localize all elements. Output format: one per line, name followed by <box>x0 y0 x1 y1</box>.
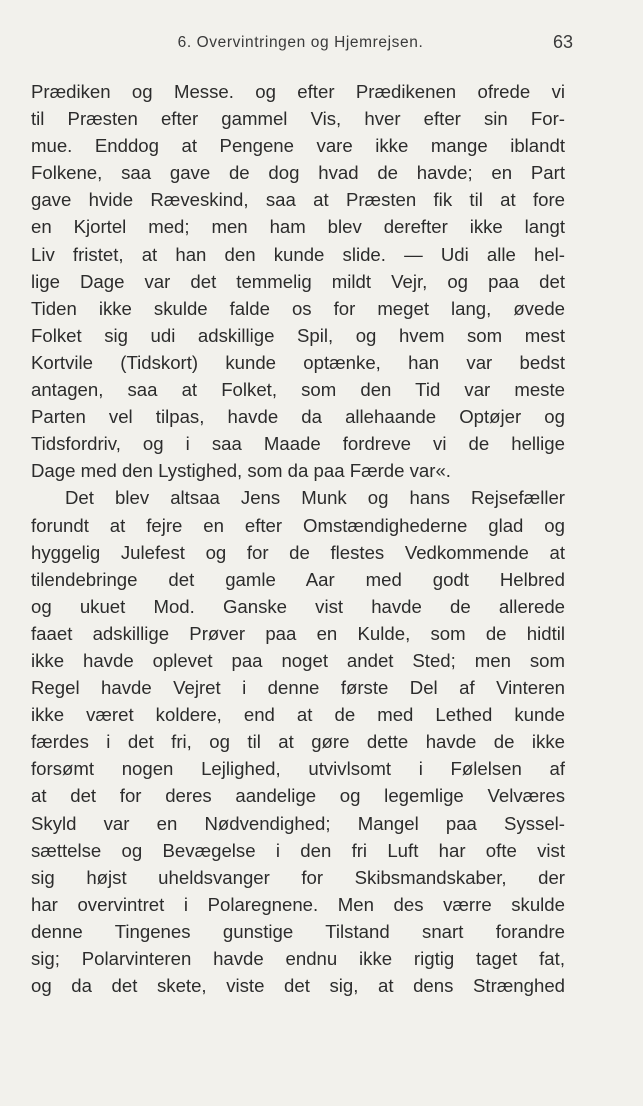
text-line: sig; Polarvinteren havde endnu ikke rigtig taget fat, <box>31 948 565 969</box>
text-line: lige Dage var det temmelig mildt Vejr, og paa det <box>31 270 565 292</box>
text-line: forundt at fejre en efter Omstændighederne glad og <box>31 514 565 536</box>
text-line: sættelse og Bevægelse i den fri Luft har ofte vist <box>31 839 565 861</box>
paragraph-start-line: Det blev altsaa Jens Munk og hans Rejsefæller <box>65 487 565 509</box>
text-line: hyggelig Julefest og for de flestes Vedkommende at <box>31 541 565 563</box>
text-line: Tiden ikke skulde falde os for meget lang, øvede <box>31 297 565 319</box>
text-line: Kortvile (Tidskort) kunde optænke, han var bedst <box>31 351 565 373</box>
text-line: mue. Enddog at Pengene vare ikke mange iblandt <box>31 135 565 157</box>
text-line: og da det skete, viste det sig, at dens Strænghed <box>31 975 565 997</box>
text-line: Skyld var en Nødvendighed; Mangel paa Syssel- <box>31 812 565 834</box>
text-line: Tidsfordriv, og i saa Maade fordreve vi de hellige <box>31 433 565 455</box>
text-line: at det for deres aandelige og legemlige Velværes <box>31 785 565 807</box>
text-line: en Kjortel med; men ham blev derefter ikke langt <box>31 216 565 238</box>
text-line: gave hvide Ræveskind, saa at Præsten fik til at fore <box>31 189 565 211</box>
text-line: Liv fristet, at han den kunde slide. — Udi alle hel- <box>31 243 565 265</box>
text-line: antagen, saa at Folket, som den Tid var meste <box>31 379 565 401</box>
text-line: tilendebringe det gamle Aar med godt Helbred <box>31 568 565 590</box>
text-line: sig højst uheldsvanger for Skibsmandskaber, der <box>31 866 565 888</box>
text-line: Folkene, saa gave de dog hvad de havde; en Part <box>31 162 565 184</box>
text-line: har overvintret i Polaregnene. Men des værre skulde <box>31 893 565 915</box>
text-line: faaet adskillige Prøver paa en Kulde, som de hidtil <box>31 622 565 644</box>
text-line: Folket sig udi adskillige Spil, og hvem som mest <box>31 324 565 346</box>
text-line: ikke havde oplevet paa noget andet Sted; men som <box>31 649 565 671</box>
text-line: Prædiken og Messe. og efter Prædikenen ofrede vi <box>31 81 565 102</box>
text-line: og ukuet Mod. Ganske vist havde de allerede <box>31 595 565 617</box>
page-header <box>28 34 573 58</box>
text-line: ikke været koldere, end at de med Lethed kunde <box>31 704 565 726</box>
text-line: forsømt nogen Lejlighed, utvivlsomt i Følelsen af <box>31 758 565 780</box>
page-number: 63 <box>552 32 573 52</box>
text-line: Regel havde Vejret i denne første Del af Vinteren <box>31 677 565 699</box>
body-text <box>31 78 565 999</box>
running-head: 6. Overvintringen og Hjemrejsen. <box>177 34 424 51</box>
text-line: Dage med den Lystighed, som da paa Færde var«. <box>31 460 451 482</box>
text-line: til Præsten efter gammel Vis, hver efter sin For- <box>31 108 565 130</box>
text-line: denne Tingenes gunstige Tilstand snart forandre <box>31 920 565 942</box>
text-line: Parten vel tilpas, havde da allehaande Optøjer og <box>31 406 565 428</box>
text-line: færdes i det fri, og til at gøre dette havde de ikke <box>31 731 565 753</box>
